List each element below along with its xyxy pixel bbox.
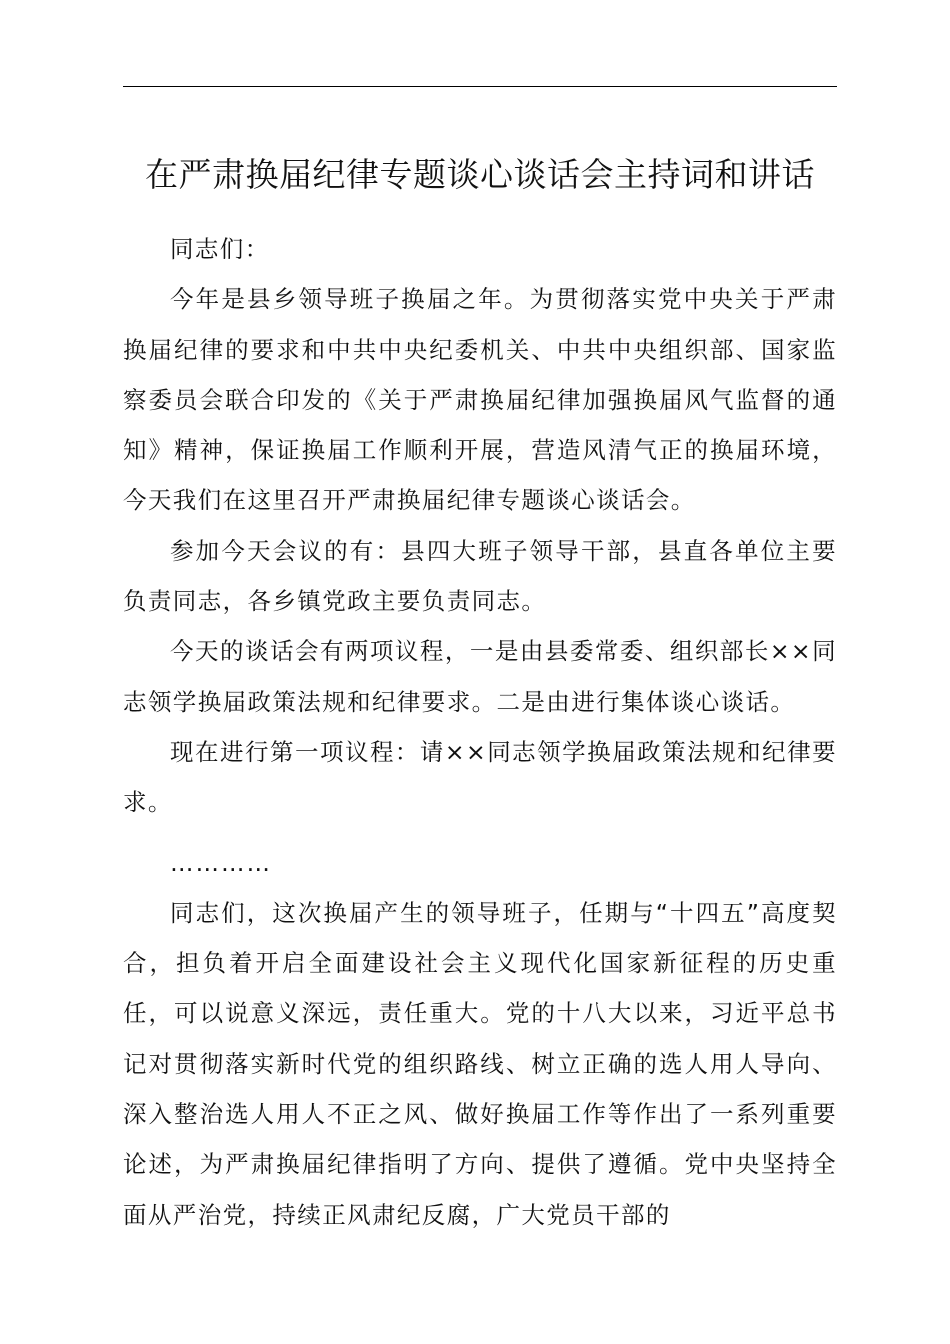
document-body <box>123 224 837 1240</box>
document-title: 在严肃换届纪律专题谈心谈话会主持词和讲话 <box>145 155 815 194</box>
first-item-paragraph: 现在进行第一项议程：请××同志领学换届政策法规和纪律要求。 <box>123 737 837 817</box>
attendees-paragraph: 参加今天会议的有：县四大班子领导干部，县直各单位主要负责同志，各乡镇党政主要负责同志。 <box>123 536 837 616</box>
intro-paragraph: 今年是县乡领导班子换届之年。为贯彻落实党中央关于严肃换届纪律的要求和中共中央纪委机关、中共中央组织部、国家监察委员会联合印发的《关于严肃换届纪律加强换届风气监督的通知》精神，保证换届工作顺利开展，营造风清气正的换届环境，今天我们在这里召开严肃换届纪律专题谈心谈话会。 <box>123 285 837 515</box>
header-rule <box>123 86 837 87</box>
speech-paragraph: 同志们，这次换届产生的领导班子，任期与“十四五”高度契合，担负着开启全面建设社会主义现代化国家新征程的历史重任，可以说意义深远，责任重大。党的十八大以来，习近平总书记对贯彻落实新时代党的组织路线、树立正确的选人用人导向、深入整治选人用人不正之风、做好换届工作等作出了一系列重要论述，为严肃换届纪律指明了方向、提供了遵循。党中央坚持全面从严治党，持续正风肃纪反腐，广大党员干部的 <box>123 898 837 1229</box>
agenda-paragraph: 今天的谈话会有两项议程，一是由县委常委、组织部长××同志领学换届政策法规和纪律要求。二是由进行集体谈心谈话。 <box>123 637 837 716</box>
ellipsis-paragraph: ………… <box>170 848 272 877</box>
salutation-paragraph: 同志们： <box>170 235 270 263</box>
